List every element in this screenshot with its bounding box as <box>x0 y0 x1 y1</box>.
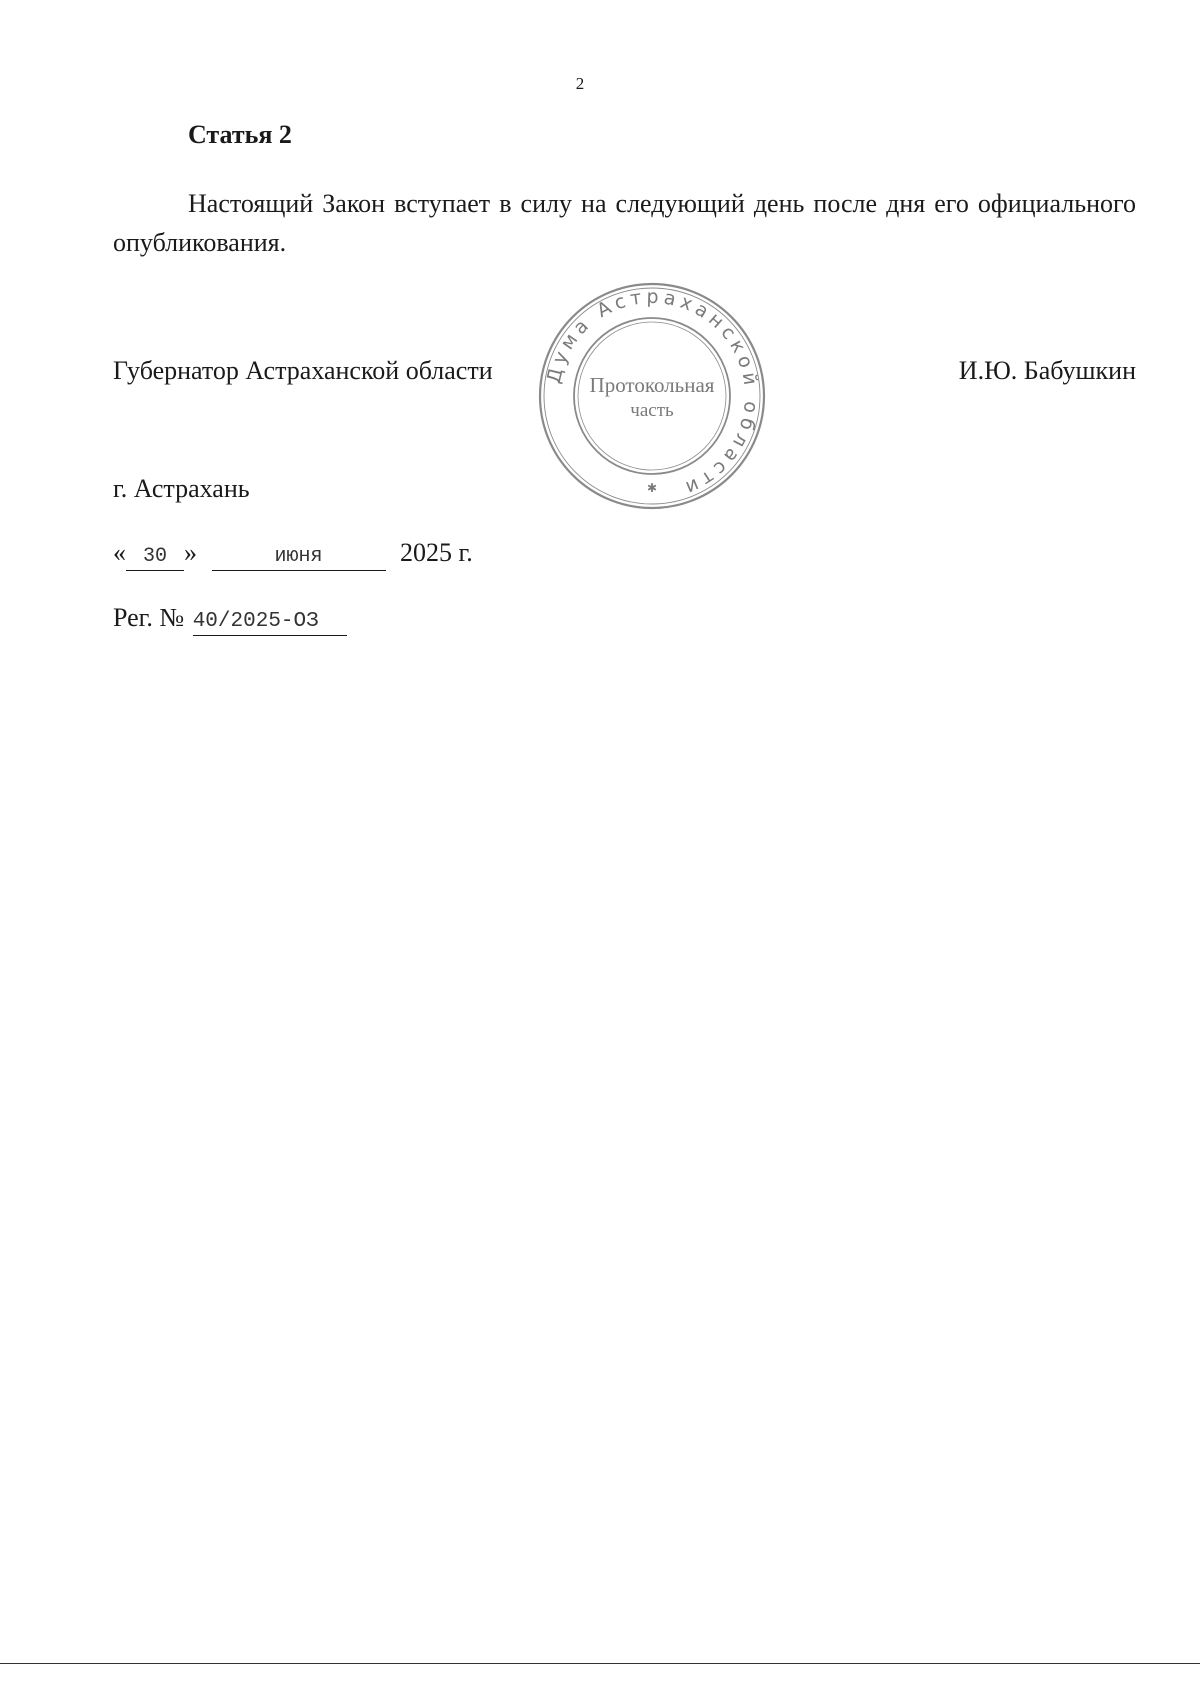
date-day: 30 <box>126 544 184 571</box>
seal-star-icon: ✱ <box>646 481 658 495</box>
registration-number: 40/2025-ОЗ <box>193 609 347 636</box>
registration-line <box>113 603 347 636</box>
seal-inner-line1: Протокольная <box>589 373 715 397</box>
footer-rule <box>0 1663 1200 1664</box>
seal-inner-line2: часть <box>630 400 674 421</box>
seal-outer-text: Дума Астраханской области <box>542 285 763 501</box>
registration-label: Рег. № <box>113 603 185 632</box>
date-open-quote: « <box>113 538 126 567</box>
article-heading: Статья 2 <box>188 120 292 149</box>
date-month: июня <box>212 544 386 571</box>
date-close-quote: » <box>184 538 197 567</box>
signer-name: И.Ю. Бабушкин <box>958 356 1136 385</box>
official-seal-stamp <box>536 280 768 512</box>
city: г. Астрахань <box>113 474 250 503</box>
date-year: 2025 г. <box>400 538 473 567</box>
signer-title: Губернатор Астраханской области <box>113 356 493 385</box>
page-number: 2 <box>575 74 585 93</box>
article-body: Настоящий Закон вступает в силу на следующий день после дня его официального опубликования. <box>113 189 1136 257</box>
date-line <box>113 538 473 571</box>
